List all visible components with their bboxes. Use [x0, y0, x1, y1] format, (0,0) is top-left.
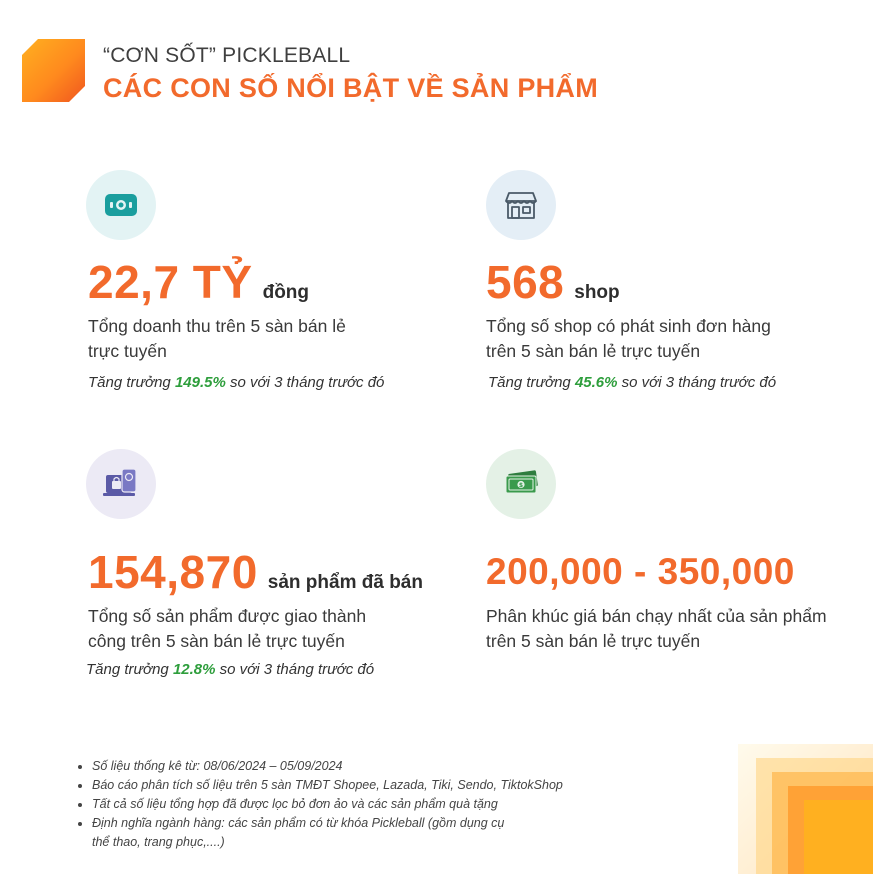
growth-percent: 149.5%	[174, 374, 226, 391]
description-line: Tổng số sản phẩm được giao thành	[88, 606, 367, 626]
description-line: Phân khúc giá bán chạy nhất của sản phẩm	[486, 606, 827, 626]
decorative-corner-graphic	[738, 744, 873, 874]
description-line: Tổng doanh thu trên 5 sàn bán lẻ	[88, 316, 346, 336]
stat-revenue-description	[88, 314, 448, 364]
stat-revenue-number: 22,7 TỶ	[88, 256, 253, 308]
description-line: trực tuyến	[88, 341, 167, 361]
stat-price-value	[486, 551, 795, 593]
stat-products-growth: Tăng trưởng 12.8% so với 3 tháng trước đó	[86, 661, 375, 678]
footnote-item: • Số liệu thống kê từ: 08/06/2024 – 05/09/2024	[92, 757, 652, 776]
growth-percent: 45.6%	[574, 374, 618, 391]
stat-price-number: 200,000 - 350,000	[486, 551, 795, 592]
growth-percent: 12.8%	[172, 661, 216, 678]
footnote-item: • Báo cáo phân tích số liệu trên 5 sàn TMĐT Shopee, Lazada, Tiki, Sendo, TiktokShop	[92, 776, 652, 795]
banknote-stack-icon	[486, 449, 556, 519]
description-line: công trên 5 sàn bán lẻ trực tuyến	[88, 631, 345, 651]
stat-shop-unit: shop	[574, 282, 620, 303]
stat-revenue-growth: Tăng trưởng 149.5% so với 3 tháng trước đó	[88, 374, 385, 391]
money-card-icon	[86, 170, 156, 240]
online-shopping-icon	[86, 449, 156, 519]
footnote-item: • Tất cả số liệu tổng hợp đã được lọc bỏ đơn ảo và các sản phẩm quà tặng	[92, 795, 652, 814]
brand-logo-icon	[22, 39, 85, 102]
stat-products-unit: sản phẩm đã bán	[267, 572, 423, 593]
description-line: trên 5 sàn bán lẻ trực tuyến	[486, 631, 701, 651]
header-subtitle: “CƠN SỐT” PICKLEBALL	[103, 44, 351, 67]
footnote-item: • Định nghĩa ngành hàng: các sản phẩm có từ khóa Pickleball (gồm dụng cụ	[92, 814, 652, 833]
description-line: Tổng số shop có phát sinh đơn hàng	[486, 316, 771, 336]
stat-revenue-unit: đồng	[262, 282, 310, 303]
stat-price-description	[486, 604, 866, 654]
description-line: trên 5 sàn bán lẻ trực tuyến	[486, 341, 701, 361]
svg-text:$: $	[518, 482, 524, 489]
storefront-icon	[486, 170, 556, 240]
footnote-item-continued: thể thao, trang phục,....)	[92, 835, 225, 849]
stat-products-number: 154,870	[88, 546, 258, 598]
stat-revenue-value	[88, 255, 309, 309]
footnotes-list	[80, 757, 652, 852]
stat-shop-growth: Tăng trưởng 45.6% so với 3 tháng trước đó	[488, 374, 777, 391]
stat-shop-description	[486, 314, 846, 364]
stat-shop-number: 568	[486, 256, 565, 308]
stat-products-description	[88, 604, 448, 654]
stat-shop-value	[486, 255, 620, 309]
stat-products-value	[88, 545, 423, 599]
page-title: CÁC CON SỐ NỔI BẬT VỀ SẢN PHẨM	[103, 73, 599, 103]
